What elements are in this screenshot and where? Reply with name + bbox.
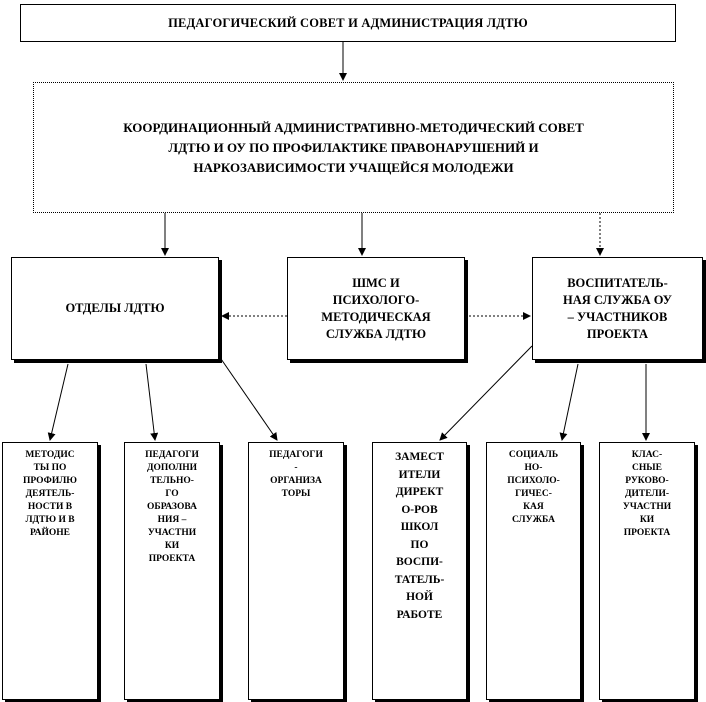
teacher-organizers-label: ПЕДАГОГИ - ОРГАНИЗА ТОРЫ xyxy=(269,450,323,499)
departments-label: ОТДЕЛЫ ЛДТЮ xyxy=(65,301,165,315)
educational-service-box xyxy=(532,257,703,360)
methodists-label: МЕТОДИС ТЫ ПО ПРОФИЛЮ ДЕЯТЕЛЬ- НОСТИ В ЛДТЮ И В РАЙОНЕ xyxy=(23,450,77,538)
arrow-education-to-social-psych xyxy=(562,364,578,440)
arrow-education-to-deputy-directors xyxy=(440,346,532,440)
social-psych-service-box xyxy=(486,442,581,700)
methodological-service-box xyxy=(287,257,465,360)
teacher-organizers-box xyxy=(248,442,344,700)
methodists-box xyxy=(2,442,98,700)
class-teachers-label: КЛАС- СНЫЕ РУКОВО- ДИТЕЛИ- УЧАСТНИ КИ ПРОЕКТА xyxy=(622,450,672,538)
additional-education-teachers-label: ПЕДАГОГИ ДОПОЛНИ ТЕЛЬНО- ГО ОБРАЗОВА НИЯ – УЧАСТНИ КИ ПРОЕКТА xyxy=(145,450,199,564)
coordination-council-box xyxy=(33,82,674,213)
arrow-departments-to-teacher-organizers xyxy=(219,356,277,440)
class-teachers-box xyxy=(599,442,695,700)
social-psych-service-label: СОЦИАЛЬ НО- ПСИХОЛО- ГИЧЕС- КАЯ СЛУЖБА xyxy=(507,450,560,525)
pedagogical-council-box xyxy=(20,4,676,42)
coordination-council-label: КООРДИНАЦИОННЫЙ АДМИНИСТРАТИВНО-МЕТОДИЧЕСКИЙ СОВЕТ ЛДТЮ И ОУ ПО ПРОФИЛАКТИКЕ ПРАВОНАРУШЕНИЙ И НАРКОЗАВИСИМОСТИ УЧАЩЕЙСЯ МОЛОДЕЖИ xyxy=(123,119,584,175)
methodological-service-label: ШМС И ПСИХОЛОГО- МЕТОДИЧЕСКАЯ СЛУЖБА ЛДТЮ xyxy=(321,275,431,341)
deputy-directors-box xyxy=(372,442,467,700)
arrow-departments-to-methodists xyxy=(50,364,68,440)
additional-education-teachers-box xyxy=(124,442,220,700)
deputy-directors-label: ЗАМЕСТ ИТЕЛИ ДИРЕКТ О-РОВ ШКОЛ ПО ВОСПИ- ТАТЕЛЬ- НОЙ РАБОТЕ xyxy=(394,451,445,621)
departments-box xyxy=(11,257,219,360)
pedagogical-council-label: ПЕДАГОГИЧЕСКИЙ СОВЕТ И АДМИНИСТРАЦИЯ ЛДТЮ xyxy=(168,15,528,30)
arrow-departments-to-additional-teachers xyxy=(146,364,155,440)
educational-service-label: ВОСПИТАТЕЛЬ- НАЯ СЛУЖБА ОУ – УЧАСТНИКОВ ПРОЕКТА xyxy=(563,275,672,341)
